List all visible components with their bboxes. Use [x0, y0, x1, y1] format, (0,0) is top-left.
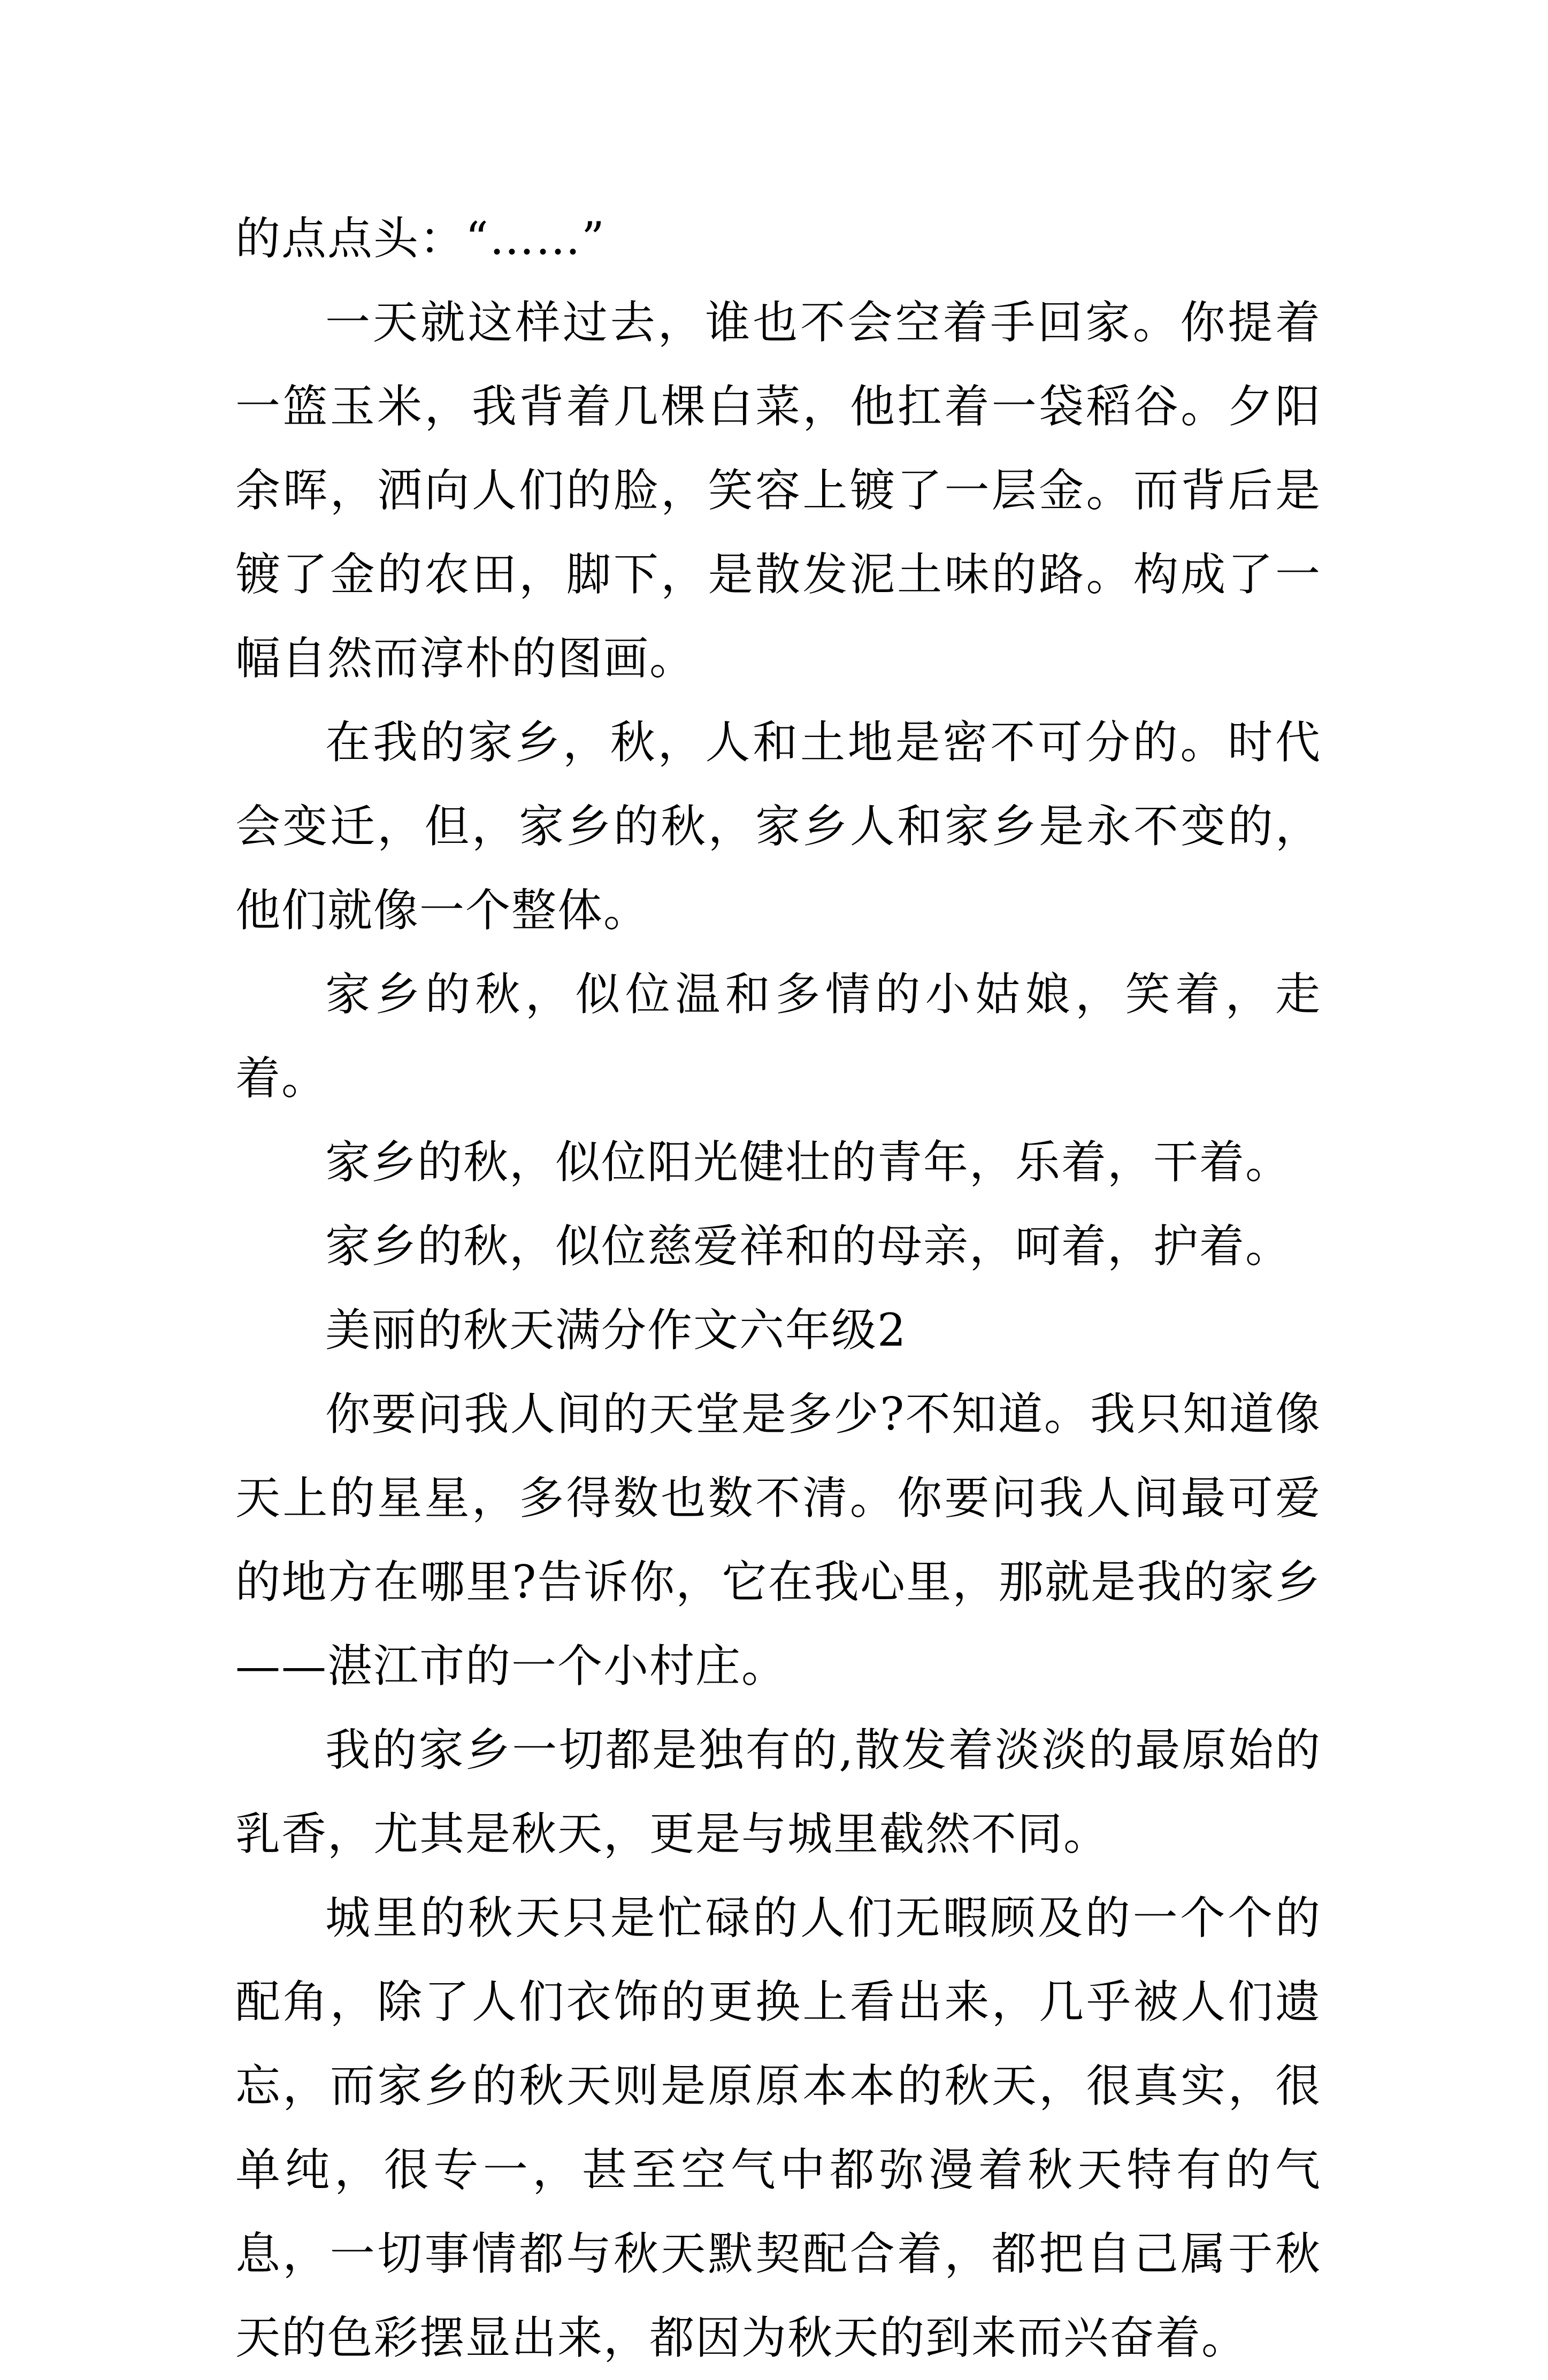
paragraph-land-and-people: 在我的家乡，秋，人和土地是密不可分的。时代会变迁，但，家乡的秋，家乡人和家乡是永不变的，他们就像一个整体。 [235, 716, 1321, 936]
paragraph-autumn-mother: 家乡的秋，似位慈爱祥和的母亲，呵着，护着。 [325, 1220, 1292, 1272]
paragraph-harvest-evening: 一天就这样过去，谁也不会空着手回家。你提着一篮玉米，我背着几棵白菜，他扛着一袋稻谷。夕阳余晖，洒向人们的脸，笑容上镀了一层金。而背后是镀了金的农田，脚下，是散发泥土味的路。构成了一幅自然而淳朴的图画。 [235, 296, 1321, 685]
paragraph-autumn-girl: 家乡的秋，似位温和多情的小姑娘，笑着，走着。 [235, 968, 1321, 1104]
paragraph-city-vs-hometown: 城里的秋天只是忙碌的人们无暇顾及的一个个的配角，除了人们衣饰的更换上看出来，几乎被人们遗忘，而家乡的秋天则是原原本本的秋天，很真实，很单纯，很专一，甚至空气中都弥漫着秋天特有的气息，一切事情都与秋天默契配合着，都把自己属于秋天的色彩摆显出来，都因为秋天的到来而兴奋着。 [235, 1892, 1321, 2364]
paragraph-hometown-intro: 你要问我人间的天堂是多少?不知道。我只知道像天上的星星，多得数也数不清。你要问我人间最可爱的地方在哪里?告诉你，它在我心里，那就是我的家乡——湛江市的一个小村庄。 [235, 1388, 1321, 1692]
document-body [235, 197, 1321, 2380]
paragraph-autumn-youth: 家乡的秋，似位阳光健壮的青年，乐着，干着。 [325, 1136, 1292, 1188]
essay-heading: 美丽的秋天满分作文六年级2 [325, 1304, 907, 1356]
paragraph-hometown-unique: 我的家乡一切都是独有的,散发着淡淡的最原始的乳香，尤其是秋天，更是与城里截然不同。 [235, 1724, 1321, 1860]
paragraph-continuation: 的点点头：“……” [235, 212, 606, 265]
